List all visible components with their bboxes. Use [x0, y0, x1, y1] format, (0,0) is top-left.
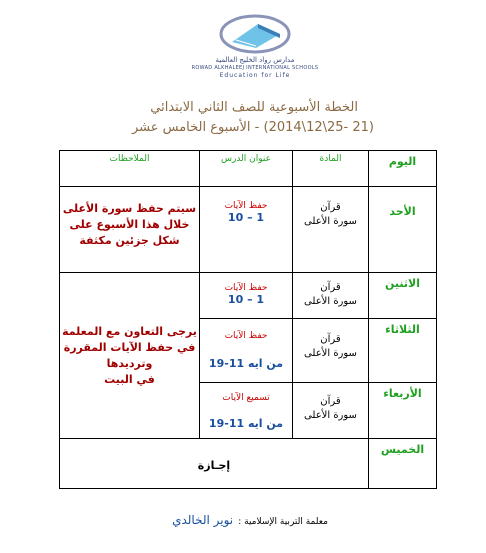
notes-cell [60, 187, 200, 273]
day-wednesday: الأربعاء [369, 383, 437, 439]
plan-week: (21 -25\12\2014) - الأسبوع الخامس عشر [131, 120, 374, 135]
subject-surah: سورة الأعلى [304, 348, 357, 359]
subject-name: قرآن [320, 334, 341, 345]
day-monday: الاثنين [369, 273, 437, 319]
school-logo [170, 10, 340, 80]
weekly-plan-table [59, 150, 437, 489]
lesson-range: من ايه 11-19 [208, 417, 284, 430]
lesson-range: من ايه 11-19 [208, 357, 284, 370]
lesson-title: تسميع الآيات [222, 393, 270, 403]
logo-english-name: ROWAD ALKHALEEJ INTERNATIONAL SCHOOLS [191, 65, 319, 71]
subject-name: قرآن [320, 202, 341, 213]
subject-cell [293, 383, 369, 439]
notes-line: في البيت [104, 372, 155, 386]
header-lesson: عنوان الدرس [200, 151, 293, 187]
notes-line: شكل جزئين مكثفة [79, 234, 180, 247]
day-tuesday: الثلاثاء [369, 319, 437, 383]
day-thursday: الخميس [369, 439, 437, 489]
lesson-range: 1 – 10 [227, 211, 265, 224]
subject-cell [293, 187, 369, 273]
subject-name: قرآن [320, 396, 341, 407]
table-header-row [60, 151, 437, 187]
table-row [60, 439, 437, 489]
notes-line: وترديدها [106, 356, 153, 370]
lesson-title: حفظ الآيات [224, 283, 268, 293]
subject-cell [293, 319, 369, 383]
subject-surah: سورة الأعلى [304, 216, 357, 227]
logo-arabic-name: مدارس رواد الخليج العالمية [215, 56, 295, 64]
notes-line: في حفظ الآيات المقررة [63, 340, 196, 354]
lesson-title: حفظ الآيات [224, 201, 268, 211]
header-subject: المادة [293, 151, 369, 187]
teacher-signature [130, 509, 370, 528]
table-row [60, 273, 437, 319]
subject-cell [293, 273, 369, 319]
notes-line: خلال هذا الأسبوع على [69, 218, 190, 231]
header-notes: الملاحظات [60, 151, 200, 187]
subject-surah: سورة الأعلى [304, 410, 357, 421]
teacher-name: نوير الخالدي [172, 513, 234, 527]
day-sunday: الأحد [369, 187, 437, 273]
plan-title: الخطة الأسبوعية للصف الثاني الابتدائي [150, 100, 358, 115]
notes-line: يرجى التعاون مع المعلمة [62, 324, 197, 338]
notes-line: سيتم حفظ سورة الأعلى [62, 202, 197, 215]
logo-tagline: Education for Life [219, 72, 291, 79]
holiday-cell: إجـازة [60, 439, 369, 489]
lesson-cell [200, 383, 293, 439]
notes-cell [60, 273, 200, 439]
lesson-title: حفظ الآيات [224, 331, 268, 341]
table-row [60, 187, 437, 273]
subject-surah: سورة الأعلى [304, 296, 357, 307]
lesson-range: 1 – 10 [227, 293, 265, 306]
lesson-cell [200, 187, 293, 273]
book-logo-icon [210, 10, 300, 54]
teacher-role: معلمة التربية الإسلامية : [238, 517, 328, 527]
header-day: اليوم [369, 151, 437, 187]
subject-name: قرآن [320, 282, 341, 293]
lesson-cell [200, 319, 293, 383]
lesson-cell [200, 273, 293, 319]
